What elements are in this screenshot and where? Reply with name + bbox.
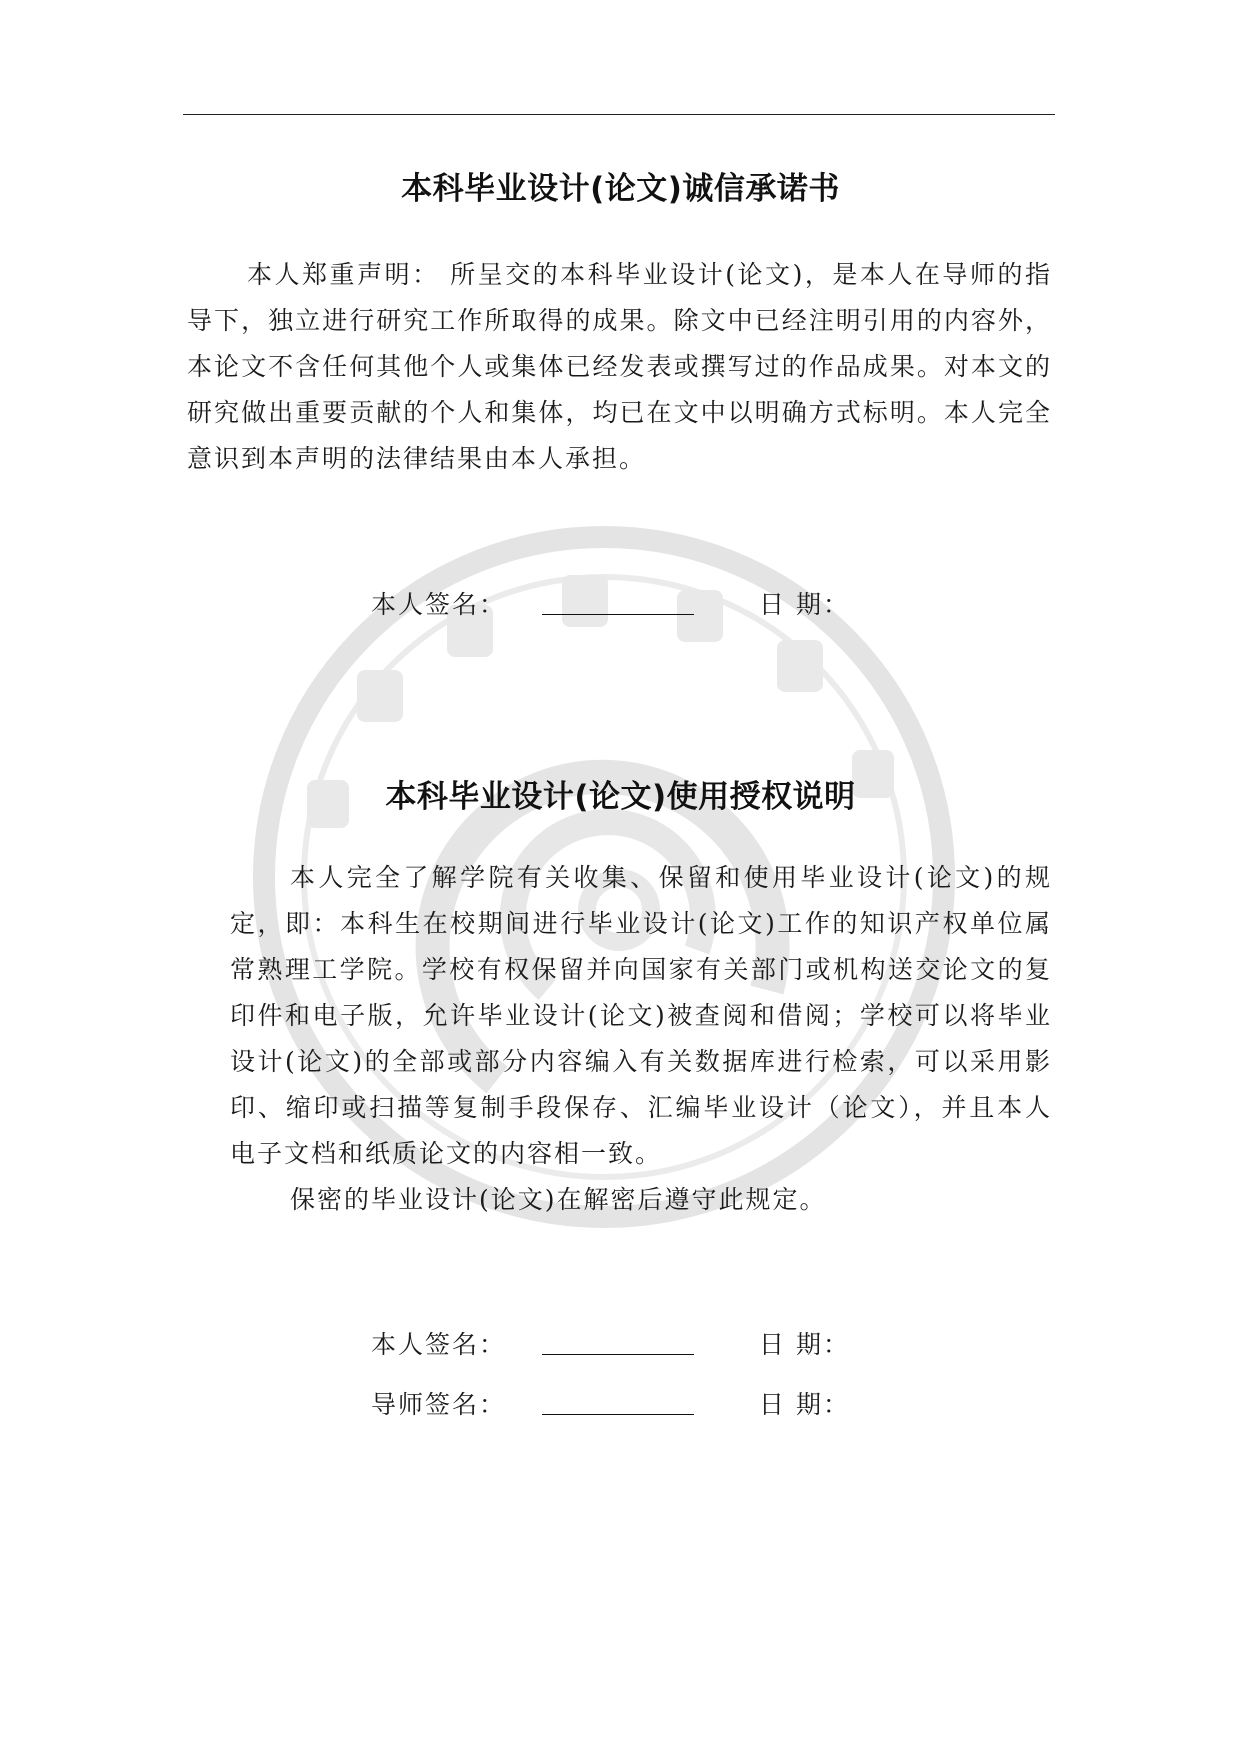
author-signature-line-2[interactable] xyxy=(542,1354,694,1355)
confidentiality-note: 保密的毕业设计(论文)在解密后遵守此规定。 xyxy=(290,1185,827,1214)
advisor-signature-label: 导师签名： xyxy=(371,1390,507,1419)
author-date-label: 日 期： xyxy=(759,590,850,619)
header-rule xyxy=(183,114,1055,115)
integrity-pledge-paragraph: 本人郑重声明： 所呈交的本科毕业设计(论文)，是本人在导师的指导下，独立进行研究工作所取得的成果。除文中已经注明引用的内容外，本论文不含任何其他个人或集体已经发表或撰写过的作品成果。对本文的研究做出重要贡献的个人和集体，均已在文中以明确方式标明。本人完全意识到本声明的法律结果由本人承担。 xyxy=(187,260,1052,473)
integrity-pledge-title: 本科毕业设计(论文)诚信承诺书 xyxy=(401,171,840,207)
advisor-signature-line[interactable] xyxy=(542,1414,694,1415)
author-date-label-2: 日 期： xyxy=(759,1330,850,1359)
author-signature-label: 本人签名： xyxy=(371,590,507,619)
usage-authorization-paragraph: 本人完全了解学院有关收集、保留和使用毕业设计(论文)的规定，即：本科生在校期间进行毕业设计(论文)工作的知识产权单位属常熟理工学院。学校有权保留并向国家有关部门或机构送交论文的复印件和电子版，允许毕业设计(论文)被查阅和借阅；学校可以将毕业设计(论文)的全部或部分内容编入有关数据库进行检索，可以采用影印、缩印或扫描等复制手段保存、汇编毕业设计（论文），并且本人电子文档和纸质论文的内容相一致。 xyxy=(230,863,1052,1168)
advisor-date-label: 日 期： xyxy=(759,1390,850,1419)
author-signature-label-2: 本人签名： xyxy=(371,1330,507,1359)
author-signature-line[interactable] xyxy=(542,614,694,615)
usage-authorization-title: 本科毕业设计(论文)使用授权说明 xyxy=(385,779,856,815)
